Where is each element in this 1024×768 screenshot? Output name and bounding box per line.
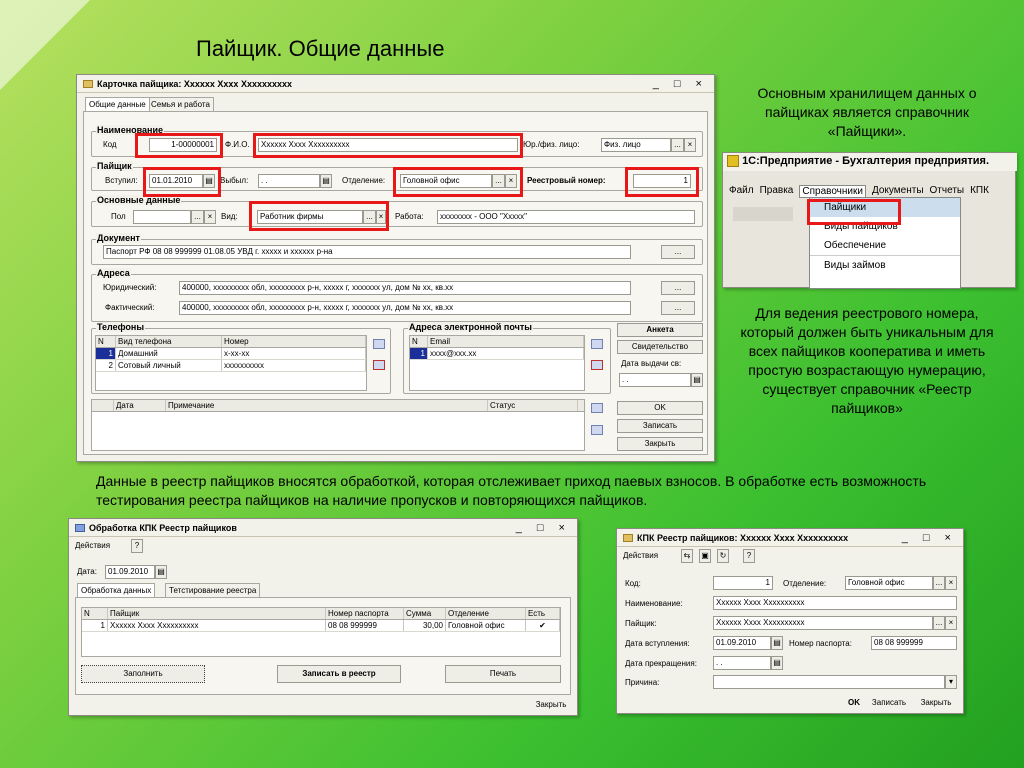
save-button[interactable]: Записать bbox=[617, 419, 703, 433]
processing-titlebar bbox=[69, 519, 577, 537]
sex-select-button[interactable]: ... bbox=[191, 210, 204, 224]
col-n: N bbox=[96, 336, 116, 347]
actions-menu[interactable]: Действия bbox=[623, 551, 659, 560]
folder-icon bbox=[623, 534, 633, 542]
card-title: Карточка пайщика: Хххххх Хххх Хххххххххх bbox=[97, 78, 292, 89]
date-field[interactable]: 01.09.2010 bbox=[105, 565, 155, 579]
structure-icon[interactable]: ▣ bbox=[699, 549, 711, 563]
kind-clear-button[interactable]: × bbox=[376, 210, 386, 224]
legal-label: Юридический: bbox=[103, 283, 157, 292]
fio-label: Ф.И.О. bbox=[225, 140, 250, 149]
card-titlebar bbox=[77, 75, 714, 93]
member-label: Пайщик: bbox=[625, 619, 657, 628]
dept-field[interactable]: Головной офис bbox=[400, 174, 492, 188]
save-button[interactable]: Записать bbox=[871, 698, 907, 707]
app-window bbox=[722, 152, 1016, 288]
name-label: Наименование: bbox=[625, 599, 683, 608]
print-button[interactable]: Печать bbox=[445, 665, 561, 683]
reg-field[interactable]: 1 bbox=[633, 174, 691, 188]
fio-field[interactable]: Хххххх Хххх Хххххххххх bbox=[258, 138, 518, 152]
group-address-label: Адреса bbox=[97, 268, 130, 278]
anketa-button[interactable]: Анкета bbox=[617, 323, 703, 337]
registry-title: КПК Реестр пайщиков: Хххххх Хххх Хххххххххх bbox=[637, 532, 849, 543]
issue-label: Дата выдачи св: bbox=[621, 359, 682, 368]
menu-edit[interactable]: Правка bbox=[759, 185, 794, 196]
table-row[interactable]: 2 Сотовый личный хххххххххх bbox=[96, 360, 366, 372]
end-label: Дата прекращения: bbox=[625, 659, 697, 668]
card-window bbox=[76, 74, 715, 462]
kind-select-button[interactable]: ... bbox=[363, 210, 376, 224]
app-titlebar bbox=[723, 153, 1017, 171]
app-logo-icon bbox=[727, 155, 739, 167]
member-select-button[interactable]: ... bbox=[933, 616, 945, 630]
slide-title: Пайщик. Общие данные bbox=[196, 36, 445, 61]
dropdown-item-members[interactable]: Пайщики bbox=[810, 198, 960, 217]
registry-titlebar bbox=[617, 529, 963, 547]
help-icon[interactable]: ? bbox=[131, 539, 143, 553]
close-button[interactable]: Закрыть bbox=[535, 700, 567, 709]
dept-select-button[interactable]: ... bbox=[492, 174, 505, 188]
join-field[interactable]: 01.09.2010 bbox=[713, 636, 771, 650]
processing-window bbox=[68, 518, 578, 716]
left-label: Выбыл: bbox=[220, 176, 249, 185]
join-label: Дата вступления: bbox=[625, 639, 690, 648]
window-controls[interactable]: _ □ × bbox=[901, 531, 957, 544]
group-phones-label: Телефоны bbox=[97, 322, 145, 332]
sex-clear-button[interactable]: × bbox=[204, 210, 216, 224]
passport-field[interactable]: 08 08 999999 bbox=[871, 636, 957, 650]
group-email-label: Адреса электронной почты bbox=[409, 322, 532, 332]
type-select-button[interactable]: ... bbox=[671, 138, 684, 152]
tab-processing[interactable]: Обработка данных bbox=[77, 583, 155, 597]
end-field[interactable]: . . bbox=[713, 656, 771, 670]
add-row-icon[interactable] bbox=[373, 339, 385, 349]
dept-field[interactable]: Головной офис bbox=[845, 576, 933, 590]
doc-select-button[interactable]: ... bbox=[661, 245, 695, 259]
tab-testing[interactable]: Тетстирование реестра bbox=[165, 583, 260, 597]
kind-field[interactable]: Работник фирмы bbox=[257, 210, 363, 224]
work-label: Работа: bbox=[395, 212, 424, 221]
calendar-icon[interactable]: ▤ bbox=[691, 373, 703, 387]
window-controls[interactable]: _ □ × bbox=[652, 77, 708, 90]
window-controls[interactable]: _ □ × bbox=[515, 521, 571, 534]
dropdown-item-loan-types[interactable]: Виды займов bbox=[810, 255, 960, 275]
table-row[interactable]: 1 Домашний х-хх-хх bbox=[96, 348, 366, 360]
registry-window bbox=[616, 528, 964, 714]
table-row[interactable]: 1 Хххххх Хххх Хххххххххх 08 08 999999 30,00 Головной офис ✔ bbox=[82, 620, 560, 632]
reason-field[interactable] bbox=[713, 675, 945, 689]
passport-label: Номер паспорта: bbox=[789, 639, 852, 648]
highlight-members bbox=[807, 199, 901, 225]
delete-row-icon[interactable] bbox=[591, 360, 603, 370]
notes-table: Дата Примечание Статус bbox=[91, 399, 585, 451]
tab-general[interactable]: Общие данные bbox=[85, 97, 150, 111]
member-clear-button[interactable]: × bbox=[945, 616, 957, 630]
table-row[interactable]: 1 хххх@ххх.хх bbox=[410, 348, 584, 360]
chevron-down-icon[interactable]: ▾ bbox=[945, 675, 957, 689]
group-name-label: Наименование bbox=[97, 125, 164, 135]
joined-label: Вступил: bbox=[105, 176, 138, 185]
sex-label: Пол bbox=[111, 212, 126, 221]
tab-family-work[interactable]: Семья и работа bbox=[147, 97, 214, 111]
add-row-icon[interactable] bbox=[591, 403, 603, 413]
close-button[interactable]: Закрыть bbox=[920, 698, 952, 707]
col-phone-type: Вид телефона bbox=[116, 336, 222, 347]
refresh-icon[interactable]: ↻ bbox=[717, 549, 729, 563]
menu-file[interactable]: Файл bbox=[729, 185, 754, 196]
dept-select-button[interactable]: ... bbox=[933, 576, 945, 590]
nav-icon[interactable]: ⇆ bbox=[681, 549, 693, 563]
issue-field[interactable]: . . bbox=[619, 373, 691, 387]
calendar-icon[interactable]: ▤ bbox=[203, 174, 215, 188]
type-label: Юр./физ. лицо: bbox=[523, 140, 580, 149]
fact-address-field[interactable]: 400000, ххххххххх обл, ххххххххх р-н, ххххх г, ххххххх ул, дом № хх, кв.хх bbox=[179, 301, 631, 315]
highlight-dept bbox=[393, 167, 523, 197]
dept-label: Отделение: bbox=[783, 579, 827, 588]
actions-menu[interactable]: Действия bbox=[75, 541, 111, 550]
email-table: N Email 1 хххх@ххх.хх bbox=[409, 335, 585, 391]
legal-address-field[interactable]: 400000, ххххххххх обл, ххххххххх р-н, ххххх г, ххххххх ул, дом № хх, кв.хх bbox=[179, 281, 631, 295]
paragraph-processing: Данные в реестр пайщиков вносятся обработкой, которая отслеживает приход паевых взносов. В обработке есть возможность тестирования реестра пайщиков на наличие пропусков и повторяющихся пайщиков. bbox=[96, 473, 927, 508]
name-field[interactable]: Хххххх Хххх Хххххххххх bbox=[713, 596, 957, 610]
work-field[interactable]: хххххххх - ООО "Ххххх" bbox=[437, 210, 695, 224]
calendar-icon[interactable]: ▤ bbox=[771, 636, 783, 650]
left-field[interactable]: . . bbox=[258, 174, 320, 188]
type-field[interactable]: Физ. лицо bbox=[601, 138, 671, 152]
processing-table: N Пайщик Номер паспорта Сумма Отделение Есть 1 Хххххх Хххх Хххххххххх 08 08 999999 30,00 Головной офис ✔ bbox=[81, 607, 561, 657]
close-button[interactable]: Закрыть bbox=[617, 437, 703, 451]
toolbar bbox=[733, 207, 793, 221]
reg-label: Реестровый номер: bbox=[527, 176, 606, 185]
add-row-icon[interactable] bbox=[591, 339, 603, 349]
legal-address-button[interactable]: ... bbox=[661, 281, 695, 295]
dropdown-item-security[interactable]: Обеспечение bbox=[824, 240, 887, 251]
note-main-storage: Основным хранилищем данных о пайщиках является справочник «Пайщики». bbox=[757, 85, 977, 139]
group-main-label: Основные данные bbox=[97, 195, 181, 205]
member-field[interactable]: Хххххх Хххх Хххххххххх bbox=[713, 616, 933, 630]
type-clear-button[interactable]: × bbox=[684, 138, 696, 152]
certificate-button[interactable]: Свидетельство bbox=[617, 340, 703, 354]
highlight-code bbox=[135, 133, 223, 158]
ok-button[interactable]: OK bbox=[848, 698, 860, 707]
col-phone-number: Номер bbox=[222, 336, 366, 347]
highlight-fio bbox=[253, 133, 523, 158]
code-label: Код: bbox=[625, 579, 641, 588]
dropdown-item-member-types[interactable]: Виды пайщиков bbox=[824, 221, 898, 232]
highlight-reg bbox=[625, 167, 699, 197]
code-field[interactable]: 1-00000001 bbox=[149, 138, 217, 152]
dept-clear-button[interactable]: × bbox=[505, 174, 517, 188]
note-registry: Для ведения реестрового номера, который должен быть уникальным для всех пайщиков кооператива и иметь простую возрастающую нумерацию, существует справочник «Реестр пайщиков» bbox=[740, 305, 994, 416]
menu-catalogs[interactable]: Справочники bbox=[799, 185, 866, 198]
menu-kpk[interactable]: КПК bbox=[970, 185, 989, 196]
sex-field[interactable] bbox=[133, 210, 191, 224]
highlight-joined bbox=[143, 167, 221, 197]
phones-table bbox=[95, 335, 367, 391]
delete-row-icon[interactable] bbox=[373, 360, 385, 370]
app-title: 1С:Предприятие - Бухгалтерия предприятия. bbox=[742, 155, 990, 167]
fact-address-button[interactable]: ... bbox=[661, 301, 695, 315]
kind-label: Вид: bbox=[221, 212, 238, 221]
reason-label: Причина: bbox=[625, 678, 660, 687]
write-registry-button[interactable]: Записать в реестр bbox=[277, 665, 401, 683]
dept-label: Отделение: bbox=[342, 176, 386, 185]
fill-button[interactable]: Заполнить bbox=[81, 665, 205, 683]
ok-button[interactable]: OK bbox=[617, 401, 703, 415]
code-field[interactable]: 1 bbox=[713, 576, 773, 590]
help-icon[interactable]: ? bbox=[743, 549, 755, 563]
group-doc-label: Документ bbox=[97, 233, 140, 243]
menu-reports[interactable]: Отчеты bbox=[929, 185, 965, 196]
date-label: Дата: bbox=[77, 567, 97, 576]
fact-label: Фактический: bbox=[105, 303, 155, 312]
joined-field[interactable]: 01.01.2010 bbox=[149, 174, 203, 188]
highlight-kind bbox=[249, 201, 389, 231]
doc-field[interactable]: Паспорт РФ 08 08 999999 01.08.05 УВД г. ххххх и хххххх р-на bbox=[103, 245, 631, 259]
edit-row-icon[interactable] bbox=[591, 425, 603, 435]
calendar-icon[interactable]: ▤ bbox=[771, 656, 783, 670]
group-member-label: Пайщик bbox=[97, 161, 132, 171]
calendar-icon[interactable]: ▤ bbox=[320, 174, 332, 188]
processing-title: Обработка КПК Реестр пайщиков bbox=[89, 522, 237, 533]
menu-documents[interactable]: Документы bbox=[871, 185, 924, 196]
code-label: Код bbox=[103, 140, 117, 149]
dept-clear-button[interactable]: × bbox=[945, 576, 957, 590]
calendar-icon[interactable]: ▤ bbox=[155, 565, 167, 579]
folder-icon bbox=[83, 80, 93, 88]
processing-icon bbox=[75, 524, 85, 532]
